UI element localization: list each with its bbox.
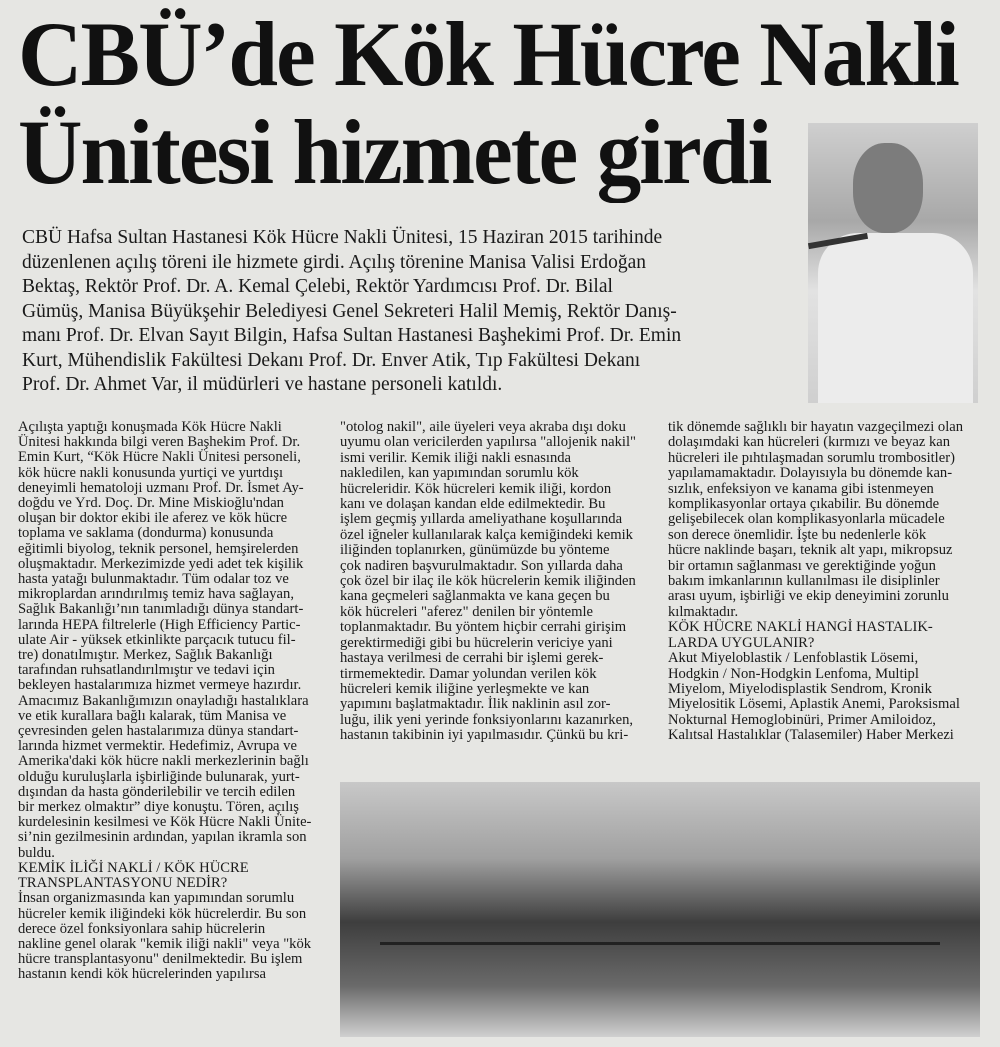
body-column-1 xyxy=(18,420,333,983)
text-line: "otolog nakil", aile üyeleri veya akraba dışı doku xyxy=(340,419,626,435)
text-line: Emin Kurt, “Kök Hücre Nakli Ünitesi personeli, xyxy=(18,449,301,466)
ribbon-cutting-photo xyxy=(340,782,980,1037)
text-line: Miyelositik Lösemi, Aplastik Anemi, Paroksismal xyxy=(668,696,960,713)
speaker-portrait-photo xyxy=(808,123,978,403)
text-line: kurdelesinin kesilmesi ve Kök Hücre Nakli Ünite- xyxy=(18,814,312,831)
text-line: eğitimli biyolog, teknik personel, hemşirelerden xyxy=(18,540,299,557)
text-line: luğu, ilik yeni yerinde fonksiyonlarını kazanırken, xyxy=(340,711,634,728)
text-line: Bektaş, Rektör Prof. Dr. A. Kemal Çelebi, Rektör Yardımcısı Prof. Dr. Bilal xyxy=(22,276,613,297)
text-line: gerektirmediği gibi bu hücrelerin vericiye yani xyxy=(340,634,613,651)
text-line: kök hücreleri "aferez" denilen bir yöntemle xyxy=(340,603,594,620)
lead-paragraph xyxy=(22,226,802,398)
headline-line-1: CBÜ’de Kök Hücre Nakli xyxy=(18,3,958,105)
text-line: Gümüş, Manisa Büyükşehir Belediyesi Genel Sekreteri Halil Memiş, Rektör Danış- xyxy=(22,300,677,322)
text-line: larında hizmet vermektir. Hedefimiz, Avrupa ve xyxy=(18,738,297,755)
text-line: Nokturnal Hemoglobinüri, Primer Amiloidoz, xyxy=(668,711,936,728)
text-line: hastanın kendi kök hücrelerinden yapılırsa xyxy=(18,966,267,983)
text-line: kılmaktadır. xyxy=(668,603,739,620)
text-line: bir merkez olmaktır” diye konuştu. Tören, açılış xyxy=(18,799,299,816)
text-line: Kalıtsal Hastalıklar (Talasemiler) Haber Merkezi xyxy=(668,727,954,744)
text-line: CBÜ Hafsa Sultan Hastanesi Kök Hücre Nakli Ünitesi, 15 Haziran 2015 tarihinde xyxy=(22,227,663,248)
text-line: hastanın takibinin iyi yapılmasıdır. Çünkü bu kri- xyxy=(340,727,629,744)
text-line: tre) donatılmıştır. Merkez, Sağlık Bakanlığı xyxy=(18,647,273,664)
portrait-head-shape xyxy=(853,143,923,233)
text-line: oluşan bir doktor ekibi ile aferez ve kök hücre xyxy=(18,510,288,527)
text-line: kana geçmeleri sağlanmakta ve kana geçen bu xyxy=(340,588,610,605)
text-line: kök hücre nakli konusunda yurtiçi ve yurtdışı xyxy=(18,464,284,481)
text-line: Ünitesi hakkında bilgi veren Başhekim Prof. Dr. xyxy=(18,434,301,451)
text-line: ismi verilir. Kemik iliği nakli esnasında xyxy=(340,449,572,466)
text-line: Kurt, Mühendislik Fakültesi Dekanı Prof. Dr. Enver Atik, Tıp Fakültesi Dekanı xyxy=(22,349,641,371)
text-line: Hodgkin / Non-Hodgkin Lenfoma, Multipl xyxy=(668,665,919,682)
text-line: arası uyum, işbirliği ve ekip deneyimini zorunlu xyxy=(668,588,949,605)
text-line: düzenlenen açılış töreni ile hizmete girdi. Açılış törenine Manisa Valisi Erdoğan xyxy=(22,251,647,273)
text-line: özel iğneler kullanılarak kalça kemiğindeki kemik xyxy=(340,526,633,543)
text-line: LARDA UYGULANIR? xyxy=(668,634,815,651)
text-line: buldu. xyxy=(18,844,55,861)
text-line: KEMİK İLİĞİ NAKLİ / KÖK HÜCRE xyxy=(18,859,249,876)
text-line: hücre transplantasyonu" denilmektedir. Bu işlem xyxy=(18,951,303,968)
text-line: mikroplardan arındırılmış temiz hava sağlayan, xyxy=(18,586,294,603)
text-line: Sağlık Bakanlığı’nın tanımladığı dünya standart- xyxy=(18,601,304,618)
text-line: hücreleri ile pıhtılaşmadan sorumlu trombositler) xyxy=(668,449,955,466)
text-line: nakline genel olarak "kemik iliği nakli" veya "kök xyxy=(18,935,312,952)
text-line: çevresinden gelen hastalarımıza dünya standart- xyxy=(18,723,299,740)
text-line: olduğu kuruluşlarla işbirliğinde bulunarak, yurt- xyxy=(18,768,300,785)
text-line: kanı ve dolaşan kandan elde edilmektedir. Bu xyxy=(340,496,606,513)
text-line: Amacımız Bakanlığımızın onayladığı hastalıklara xyxy=(18,692,309,709)
text-line: ulate Air - yüksek etkinlikte parçacık tutucu fil- xyxy=(18,631,296,648)
text-line: bir ortamın sağlanması ve gerektiğinde yoğun xyxy=(668,557,936,574)
text-line: nakledilen, kan yapımından sorumlu kök xyxy=(340,465,579,482)
body-column-3 xyxy=(668,420,990,744)
text-line: uyumu olan vericilerden yapılırsa "allojenik nakil" xyxy=(340,434,637,451)
text-line: deneyimli hematoloji uzmanı Prof. Dr. İsmet Ay- xyxy=(18,479,304,496)
text-line: yapımını başlatmaktadır. İlik naklinin asıl zor- xyxy=(340,696,611,713)
text-line: dolaşımdaki kan hücreleri (kırmızı ve beyaz kan xyxy=(668,434,951,451)
ribbon-shape xyxy=(380,942,940,945)
text-line: tirmemektedir. Damar yolundan verilen kök xyxy=(340,665,597,682)
text-line: KÖK HÜCRE NAKLİ HANGİ HASTALIK- xyxy=(668,619,933,636)
text-line: İnsan organizmasında kan yapımından sorumlu xyxy=(18,890,295,907)
headline-line-2: Ünitesi hizmete girdi xyxy=(18,101,771,203)
text-line: toplanmaktadır. Bu yöntem hiçbir cerrahi girişim xyxy=(340,619,627,636)
text-line: tarafından ruhsatlandırılmıştır ve tedavi için xyxy=(18,662,275,679)
text-line: tik dönemde sağlıklı bir hayatın vazgeçilmezi olan xyxy=(668,419,964,435)
portrait-coat-shape xyxy=(818,233,973,403)
text-line: hücreleridir. Kök hücreleri kemik iliği, kordon xyxy=(340,480,612,497)
text-line: Amerika'daki kök hücre nakli merkezlerinin bağlı xyxy=(18,753,309,770)
text-line: manı Prof. Dr. Elvan Sayıt Bilgin, Hafsa Sultan Hastanesi Başhekimi Prof. Dr. Emin xyxy=(22,325,682,346)
text-line: gelişebilecek olan komplikasyonlarla mücadele xyxy=(668,511,945,528)
text-line: larında HEPA filtrelerle (High Efficiency Partic- xyxy=(18,616,301,633)
text-line: hasta yatağı bulunmaktadır. Tüm odalar toz ve xyxy=(18,571,289,588)
text-line: bekleyen hastalarımıza hizmet vermeye hazırdır. xyxy=(18,677,302,694)
text-line: hücre naklinde başarı, teknik alt yapı, mikropsuz xyxy=(668,542,953,559)
text-line: son derece önemlidir. İşte bu nedenlerle kök xyxy=(668,526,927,543)
text-line: oluşmaktadır. Merkezimizde yedi adet tek kişilik xyxy=(18,555,304,572)
text-line: si’nin gezilmesinin ardından, yapılan ikramla son xyxy=(18,829,307,846)
text-line: dışından da hasta gönderilebilir ve tercih edilen xyxy=(18,783,296,800)
text-line: işlem geçmiş yıllarda ameliyathane koşullarında xyxy=(340,511,623,528)
body-column-2 xyxy=(340,420,660,744)
text-line: bakım imkanlarının kullanılması ile disiplinler xyxy=(668,573,940,590)
text-line: Açılışta yaptığı konuşmada Kök Hücre Nakli xyxy=(18,419,282,435)
text-line: çok özel bir ilaç ile kök hücrelerin kemik iliğinden xyxy=(340,573,636,590)
text-line: komplikasyonlar ortaya çıkabilir. Bu dönemde xyxy=(668,496,940,513)
text-line: TRANSPLANTASYONU NEDİR? xyxy=(18,875,228,892)
text-line: ve etik kurallara bağlı kalarak, tüm Manisa ve xyxy=(18,707,287,724)
text-line: yapılamamaktadır. Dolayısıyla bu dönemde kan- xyxy=(668,465,953,482)
text-line: hastaya verilmesi de cerrahi bir işlemi gerek- xyxy=(340,650,604,667)
text-line: iliğinden toplanırken, günümüzde bu yönteme xyxy=(340,542,610,559)
text-line: derece özel fonksiyonlara sahip hücrelerin xyxy=(18,920,266,937)
text-line: Prof. Dr. Ahmet Var, il müdürleri ve hastane personeli katıldı. xyxy=(22,374,503,395)
text-line: çok nadiren başvurulmaktadır. Son yıllarda daha xyxy=(340,557,623,574)
text-line: doğdu ve Yrd. Doç. Dr. Mine Miskioğlu'ndan xyxy=(18,495,284,512)
text-line: sızlık, enfeksiyon ve kanama gibi istenmeyen xyxy=(668,480,934,497)
text-line: Miyelom, Miyelodisplastik Sendrom, Kronik xyxy=(668,680,932,697)
text-line: toplama ve saklama (dondurma) konusunda xyxy=(18,525,274,542)
text-line: hücreler kemik iliğindeki kök hücrelerdir. Bu son xyxy=(18,905,307,922)
text-line: Akut Miyeloblastik / Lenfoblastik Lösemi, xyxy=(668,650,919,667)
text-line: hücreleri kemik iliğine yerleşmekte ve kan xyxy=(340,680,590,697)
